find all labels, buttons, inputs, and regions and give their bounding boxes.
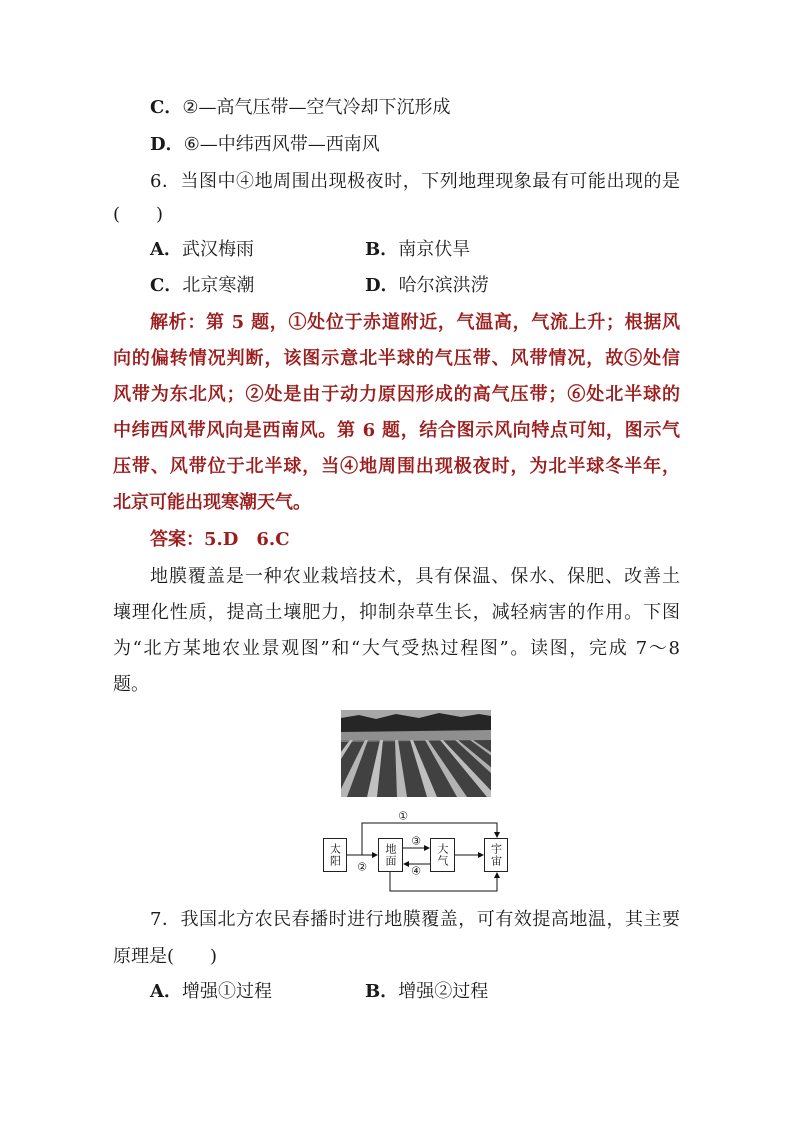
atmosphere-box [430, 838, 455, 872]
analysis-text: 第 5 题，①处位于赤道附近，气温高，气流上升；根据风 [206, 312, 680, 333]
q6-option-d [365, 268, 489, 304]
q6-stem: 6．当图中④地周围出现极夜时，下列地理现象最有可能出现的是 [150, 171, 680, 192]
process-label-3: ③ [411, 834, 421, 848]
answer-value: 5.D 6.C [204, 529, 290, 550]
process-label-2: ② [357, 860, 367, 874]
option-text: 增强②过程 [398, 981, 489, 1002]
q7-option-b [365, 974, 488, 1010]
q6-option-a [150, 232, 254, 268]
option-text: ⑥—中纬西风带—西南风 [183, 134, 380, 155]
photo-shade [341, 740, 491, 797]
q5-option-c [150, 90, 680, 126]
q7-options-row-1 [150, 974, 680, 1010]
process-label-1: ① [398, 809, 408, 823]
option-letter: D． [365, 275, 399, 296]
sun-box [323, 838, 347, 872]
option-letter: C． [150, 275, 183, 296]
ground-label: 地面 [384, 843, 397, 867]
q7-option-a [150, 974, 272, 1010]
q7-stem-line-2: 原理是( ) [113, 946, 218, 967]
space-label: 宇宙 [489, 843, 503, 867]
q5-option-d [150, 127, 680, 163]
answer-label: 答案： [150, 529, 204, 550]
analysis-line-1 [150, 305, 680, 341]
option-text: 增强①过程 [181, 981, 272, 1002]
q6-options-row-2 [150, 268, 680, 304]
sun-label: 太阳 [328, 843, 342, 867]
answer-line [150, 522, 680, 558]
option-letter: B． [365, 981, 399, 1002]
option-text: 武汉梅雨 [181, 239, 254, 260]
option-letter: D． [150, 134, 184, 155]
space-box [484, 838, 508, 872]
ground-to-space-arrow [390, 872, 497, 891]
option-letter: C． [150, 97, 183, 118]
ground-box [378, 838, 403, 872]
analysis-line-3: 风带为东北风；②处是由于动力原因形成的高气压带；⑥处北半球的 [113, 384, 680, 405]
q7-stem-line-1: 7．我国北方农民春播时进行地膜覆盖，可有效提高地温，其主要 [150, 909, 680, 930]
option-text: 北京寒潮 [182, 275, 255, 296]
intro-line-1: 地膜覆盖是一种农业栽培技术，具有保温、保水、保肥、改善土 [150, 566, 680, 587]
atmosphere-heating-diagram [318, 805, 513, 900]
option-letter: B． [365, 239, 399, 260]
analysis-line-6: 北京可能出现寒潮天气。 [113, 492, 311, 513]
option-letter: A． [150, 981, 182, 1002]
analysis-line-5: 压带、风带位于北半球，当④地周围出现极夜时，为北半球冬半年， [113, 456, 680, 477]
q6-answer-blank: ( ) [113, 204, 164, 225]
q6-option-b [365, 232, 470, 268]
intro-line-3: 为“北方某地农业景观图”和“大气受热过程图”。读图，完成 7～8 [113, 638, 680, 659]
analysis-line-4: 中纬西风带风向是西南风。第 6 题，结合图示风向特点可知，图示气 [113, 420, 680, 441]
farm-landscape-photo [341, 710, 491, 797]
atmosphere-label: 大气 [436, 843, 449, 867]
process-label-4: ④ [411, 864, 421, 878]
analysis-label: 解析： [150, 312, 207, 333]
analysis-line-2: 向的偏转情况判断，该图示意北半球的气压带、风带情况，故⑤处信 [113, 348, 680, 369]
option-text: 南京伏旱 [398, 239, 471, 260]
q6-option-c [150, 268, 254, 304]
intro-line-4: 题。 [113, 674, 149, 695]
option-text: ②—高气压带—空气冷却下沉形成 [182, 97, 451, 118]
intro-line-2: 壤理化性质，提高土壤肥力，抑制杂草生长，减轻病害的作用。下图 [113, 602, 680, 623]
q6-options-row-1 [150, 232, 680, 268]
option-letter: A． [150, 239, 182, 260]
option-text: 哈尔滨洪涝 [398, 275, 489, 296]
